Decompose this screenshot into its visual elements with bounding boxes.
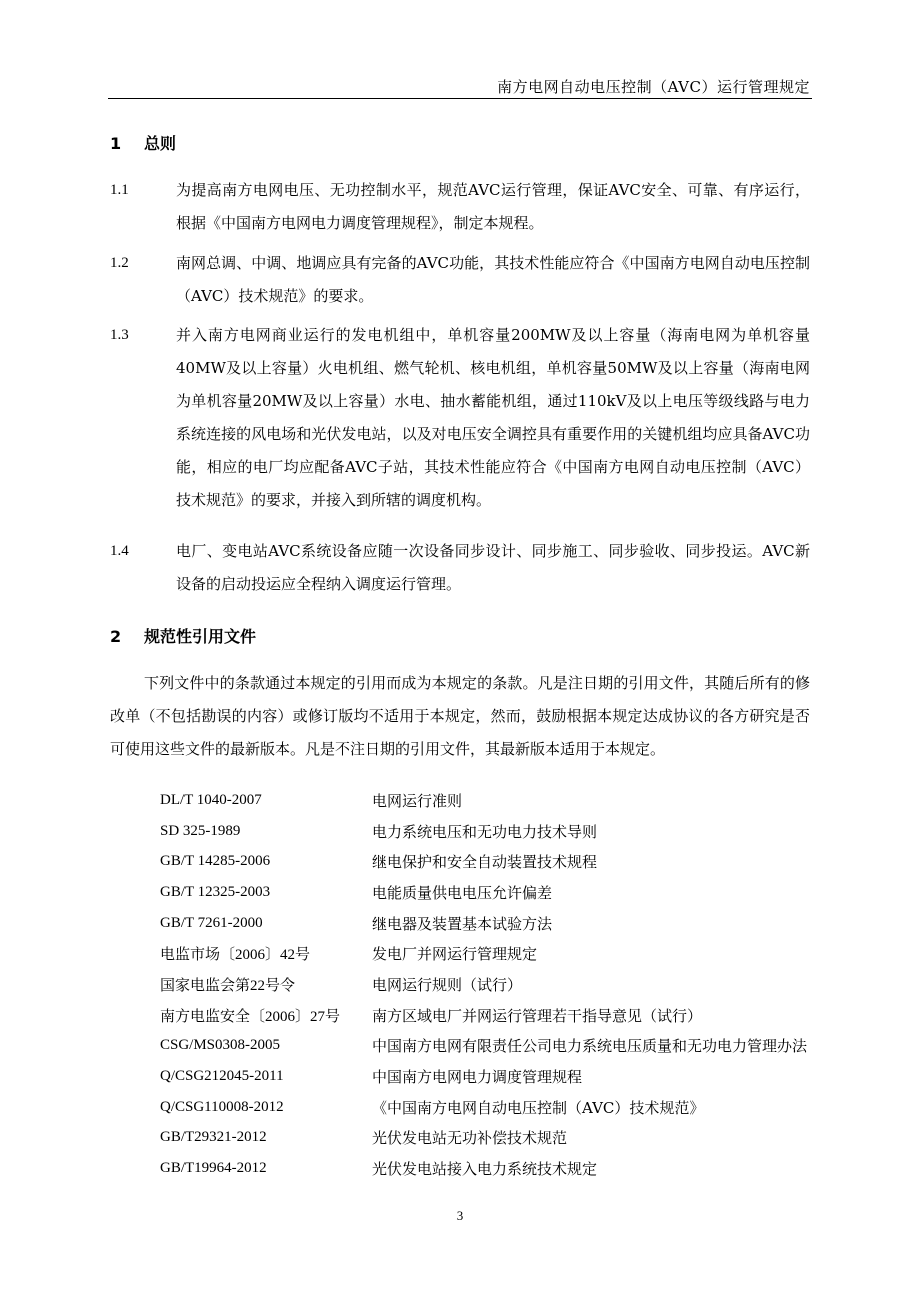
reference-title: 中国南方电网有限责任公司电力系统电压质量和无功电力管理办法	[372, 1037, 808, 1056]
reference-code: SD 325-1989	[160, 822, 241, 839]
section-number: 1	[110, 134, 122, 153]
header-rule	[108, 98, 812, 99]
reference-title: 光伏发电站无功补偿技术规范	[372, 1129, 568, 1148]
reference-code: GB/T29321-2012	[160, 1129, 267, 1146]
references-intro-paragraph: 下列文件中的条款通过本规定的引用而成为本规定的条款。凡是注日期的引用文件，其随后所有的修改单（不包括勘误的内容）或修订版均不适用于本规定，然而，鼓励根据本规定达成协议的各方研究是否可使用这些文件的最新版本。凡是不注日期的引用文件，其最新版本适用于本规定。	[110, 674, 810, 758]
reference-code: Q/CSG110008-2012	[160, 1098, 284, 1115]
running-header-title: 南方电网自动电压控制（AVC）运行管理规定	[497, 78, 810, 96]
reference-row	[160, 877, 880, 908]
reference-row	[160, 1123, 880, 1154]
reference-row	[160, 816, 880, 847]
clause-text: 电厂、变电站AVC系统设备应随一次设备同步设计、同步施工、同步验收、同步投运。AVC新设备的启动投运应全程纳入调度运行管理。	[176, 542, 810, 593]
reference-title: 继电器及装置基本试验方法	[372, 914, 553, 933]
reference-code: CSG/MS0308-2005	[160, 1037, 281, 1054]
section-title: 总则	[144, 134, 177, 153]
clause-number: 1.4	[110, 543, 129, 559]
clause-1-4	[110, 535, 810, 601]
clause-1-2	[110, 247, 810, 313]
reference-title: 发电厂并网运行管理规定	[372, 945, 538, 964]
reference-code: 国家电监会第22号令	[160, 977, 296, 994]
reference-row	[160, 785, 880, 816]
clause-number: 1.1	[110, 182, 129, 198]
section-2-heading	[110, 624, 256, 647]
reference-title: 电能质量供电电压允许偏差	[372, 883, 553, 902]
reference-code: GB/T19964-2012	[160, 1160, 267, 1177]
reference-row	[160, 1061, 880, 1092]
clause-text: 为提高南方电网电压、无功控制水平，规范AVC运行管理，保证AVC安全、可靠、有序运行，根据《中国南方电网电力调度管理规程》，制定本规程。	[176, 181, 810, 232]
reference-code: 南方电监安全〔2006〕27号	[160, 1008, 341, 1025]
reference-row	[160, 1000, 880, 1031]
reference-row	[160, 908, 880, 939]
clause-text: 并入南方电网商业运行的发电机组中，单机容量200MW及以上容量（海南电网为单机容量40MW及以上容量）火电机组、燃气轮机、核电机组，单机容量50MW及以上容量（海南电网为单机容量20MW及以上容量）水电、抽水蓄能机组，通过110kV及以上电压等级线路与电力系统连接的风电场和光伏发电站，以及对电压安全调控具有重要作用的关键机组均应具备AVC功能，相应的电厂均应配备AVC子站，其技术性能应符合《中国南方电网自动电压控制（AVC）技术规范》的要求，并接入到所辖的调度机构。	[176, 326, 810, 509]
reference-row	[160, 846, 880, 877]
section-1-heading	[110, 131, 176, 154]
reference-title: 光伏发电站接入电力系统技术规定	[372, 1160, 598, 1179]
clause-number: 1.2	[110, 255, 129, 271]
reference-row	[160, 1092, 880, 1123]
normative-references-list	[160, 785, 880, 1184]
reference-code: DL/T 1040-2007	[160, 791, 262, 808]
clause-text: 南网总调、中调、地调应具有完备的AVC功能，其技术性能应符合《中国南方电网自动电压控制（AVC）技术规范》的要求。	[176, 254, 810, 305]
reference-code: Q/CSG212045-2011	[160, 1068, 284, 1085]
reference-title: 电力系统电压和无功电力技术导则	[372, 822, 598, 841]
reference-row	[160, 938, 880, 969]
reference-code: GB/T 14285-2006	[160, 853, 271, 870]
reference-code: GB/T 7261-2000	[160, 914, 263, 931]
reference-title: 南方区域电厂并网运行管理若干指导意见（试行）	[372, 1006, 703, 1025]
section-title: 规范性引用文件	[144, 627, 257, 646]
clause-1-3	[110, 319, 810, 517]
reference-code: GB/T 12325-2003	[160, 883, 271, 900]
reference-title: 中国南方电网电力调度管理规程	[372, 1068, 583, 1087]
reference-title: 继电保护和安全自动装置技术规程	[372, 853, 598, 872]
page-number: 3	[456, 1208, 464, 1223]
reference-title: 电网运行准则	[372, 791, 463, 810]
reference-row	[160, 1153, 880, 1184]
reference-title: 《中国南方电网自动电压控制（AVC）技术规范》	[372, 1098, 705, 1117]
reference-title: 电网运行规则（试行）	[372, 975, 523, 994]
reference-row	[160, 1031, 880, 1062]
section-number: 2	[110, 627, 122, 646]
reference-code: 电监市场〔2006〕42号	[160, 947, 311, 964]
reference-row	[160, 969, 880, 1000]
clause-number: 1.3	[110, 327, 129, 343]
clause-1-1	[110, 174, 810, 240]
